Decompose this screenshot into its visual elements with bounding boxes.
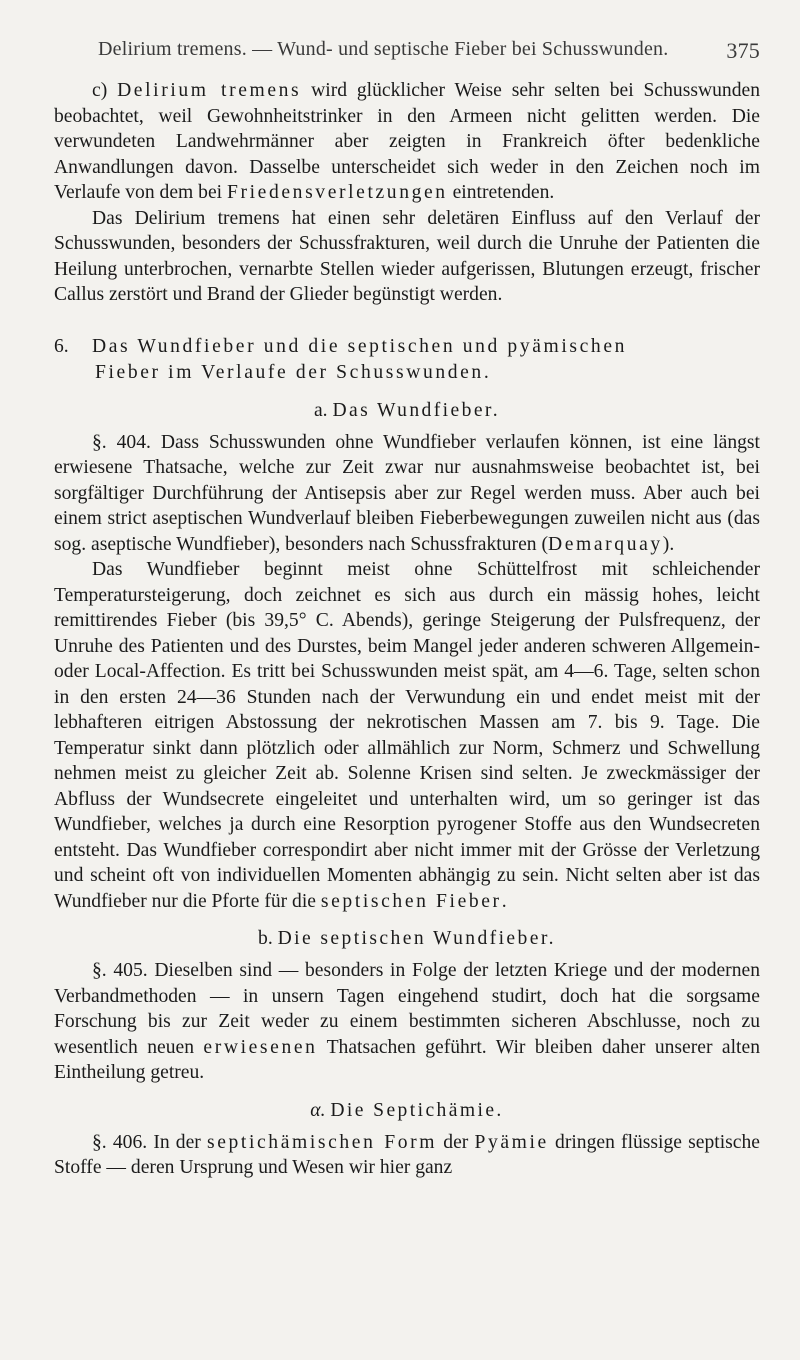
paragraph-text: eintretenden. <box>447 182 555 203</box>
subheading-a <box>54 398 760 424</box>
section-heading-6 <box>54 334 760 386</box>
paragraph-text: Thatsachen geführt. Wir bleiben daher unserer alten Eintheilung getreu. <box>54 1036 760 1083</box>
paragraph-text: dringen flüssige septische Stoffe — deren Ursprung und Wesen wir hier ganz <box>54 1131 760 1178</box>
running-title: Delirium tremens. — Wund- und septische Fieber bei Schusswunden. <box>98 38 669 60</box>
running-header <box>98 38 760 78</box>
paragraph-delirium-influence: Das Delirium tremens hat einen sehr deletären Einfluss auf den Verlauf der Schusswunden, besonders der Schussfrakturen, weil durch die Unruhe der Patienten die Heilung unterbrochen, vernarbte Stellen wieder aufgerissen, Blutungen erzeugt, frischer Callus zerstört und Brand der Glieder begünstigt werden. <box>54 207 760 305</box>
term-delirium-tremens: Delirium tremens <box>117 80 302 101</box>
paragraph-wundfieber <box>54 557 760 914</box>
term-erwiesenen: erwiesenen <box>203 1036 318 1058</box>
term-septichaemische-form: septichämischen Form <box>207 1131 438 1153</box>
paragraph-text: wird glücklicher Weise sehr selten bei Schusswunden beobachtet, weil Gewohnheitstrinker in den Armeen nicht gelitten werden. Die verwundeten Landwehrmänner aber zeigten in Frankreich öfter bedenkliche Anwandlungen davon. Dasselbe unterscheidet sich weder in den Zeichen noch im Verlaufe von dem bei <box>54 80 760 203</box>
section-title-line-2: Fieber im Verlaufe der Schusswunden. <box>95 361 492 383</box>
term-friedensverletzungen: Friedensverletzungen <box>227 182 448 203</box>
term-septische-fieber: septischen Fieber <box>320 890 502 912</box>
term-pyaemie: Pyämie <box>474 1131 549 1153</box>
paragraph-text: . <box>501 890 507 912</box>
author-name: Demarquay <box>548 533 663 555</box>
subheading-label: a. <box>313 399 333 421</box>
paragraph-404 <box>54 430 760 558</box>
paragraph-delirium <box>54 78 760 206</box>
paragraph-text: §. 404. Dass Schusswunden ohne Wundfieber verlaufen können, ist eine längst erwiesene Thatsache, welche zur Zeit zwar nur ausnahmsweise beobachtet ist, bei sorgfältiger Durchführung der Antisepsis aber zur Regel werden muss. Aber auch bei einem strict aseptischen Wundverlauf bleiben Fieberbewegungen zuweilen nicht aus (das sog. aseptische Wundfieber), besonders nach Schussfrakturen ( <box>54 431 760 555</box>
subheading-label: α. <box>310 1099 331 1121</box>
paragraph-text: §. 405. Dieselben sind — besonders in Folge der letzten Kriege und der modernen Verbandmethoden — in unsern Tagen eingehend studirt, doch hat die sorgsame Forschung bis zur Zeit weder zu einem bestimmten sicheren Abschlusse, noch zu wesentlich neuen <box>54 960 760 1058</box>
paragraph-406 <box>54 1130 760 1181</box>
item-marker-c: c) <box>92 80 118 101</box>
subheading-label: b. <box>258 928 278 949</box>
paragraph-text: §. 406. In der <box>92 1131 207 1153</box>
subheading-title: Das Wundfieber. <box>332 399 501 421</box>
page-number: 375 <box>726 38 760 63</box>
section-title-line-1: Das Wundfieber und die septischen und pyämischen <box>92 335 628 357</box>
paragraph-text: der <box>437 1131 475 1153</box>
subheading-b <box>54 926 760 952</box>
section-number: 6. <box>54 335 69 357</box>
subheading-title: Die Septichämie. <box>330 1099 504 1121</box>
subheading-alpha <box>54 1098 760 1124</box>
paragraph-text: Das Wundfieber beginnt meist ohne Schüttelfrost mit schleichender Temperatursteigerung, doch zeichnet es sich aus durch ein mässig hohes, leicht remittirendes Fieber (bis 39,5° C. Abends), geringe Steigerung der Pulsfrequenz, der Unruhe des Patienten und des Durstes, beim Mangel jeder anderen schweren Allgemein- oder Local-Affection. Es tritt bei Schusswunden meist spät, am 4—6. Tage, selten schon in den ersten 24—36 Stunden nach der Verwundung ein und endet meist mit der lebhafteren eitrigen Abstossung der nekrotischen Massen am 7. bis 9. Tage. Die Temperatur sinkt dann plötzlich oder allmählich zur Norm, Schmerz und Schwellung nehmen meist zu gleicher Zeit ab. Solenne Krisen sind selten. Je zweckmässiger der Abfluss der Wundsecrete eingeleitet und unterhalten wird, um so geringer ist das Wundfieber, welches ja durch eine Resorption pyrogener Stoffe aus den Wundsecreten entsteht. Das Wundfieber correspondirt aber nicht immer mit der Grösse der Verletzung und scheint oft von individuellen Momenten abhängig zu sein. Nicht selten aber ist das Wundfieber nur die Pforte für die <box>54 559 760 912</box>
paragraph-405 <box>54 958 760 1086</box>
subheading-title: Die septischen Wundfieber. <box>277 928 556 949</box>
paragraph-text: ). <box>662 533 675 555</box>
